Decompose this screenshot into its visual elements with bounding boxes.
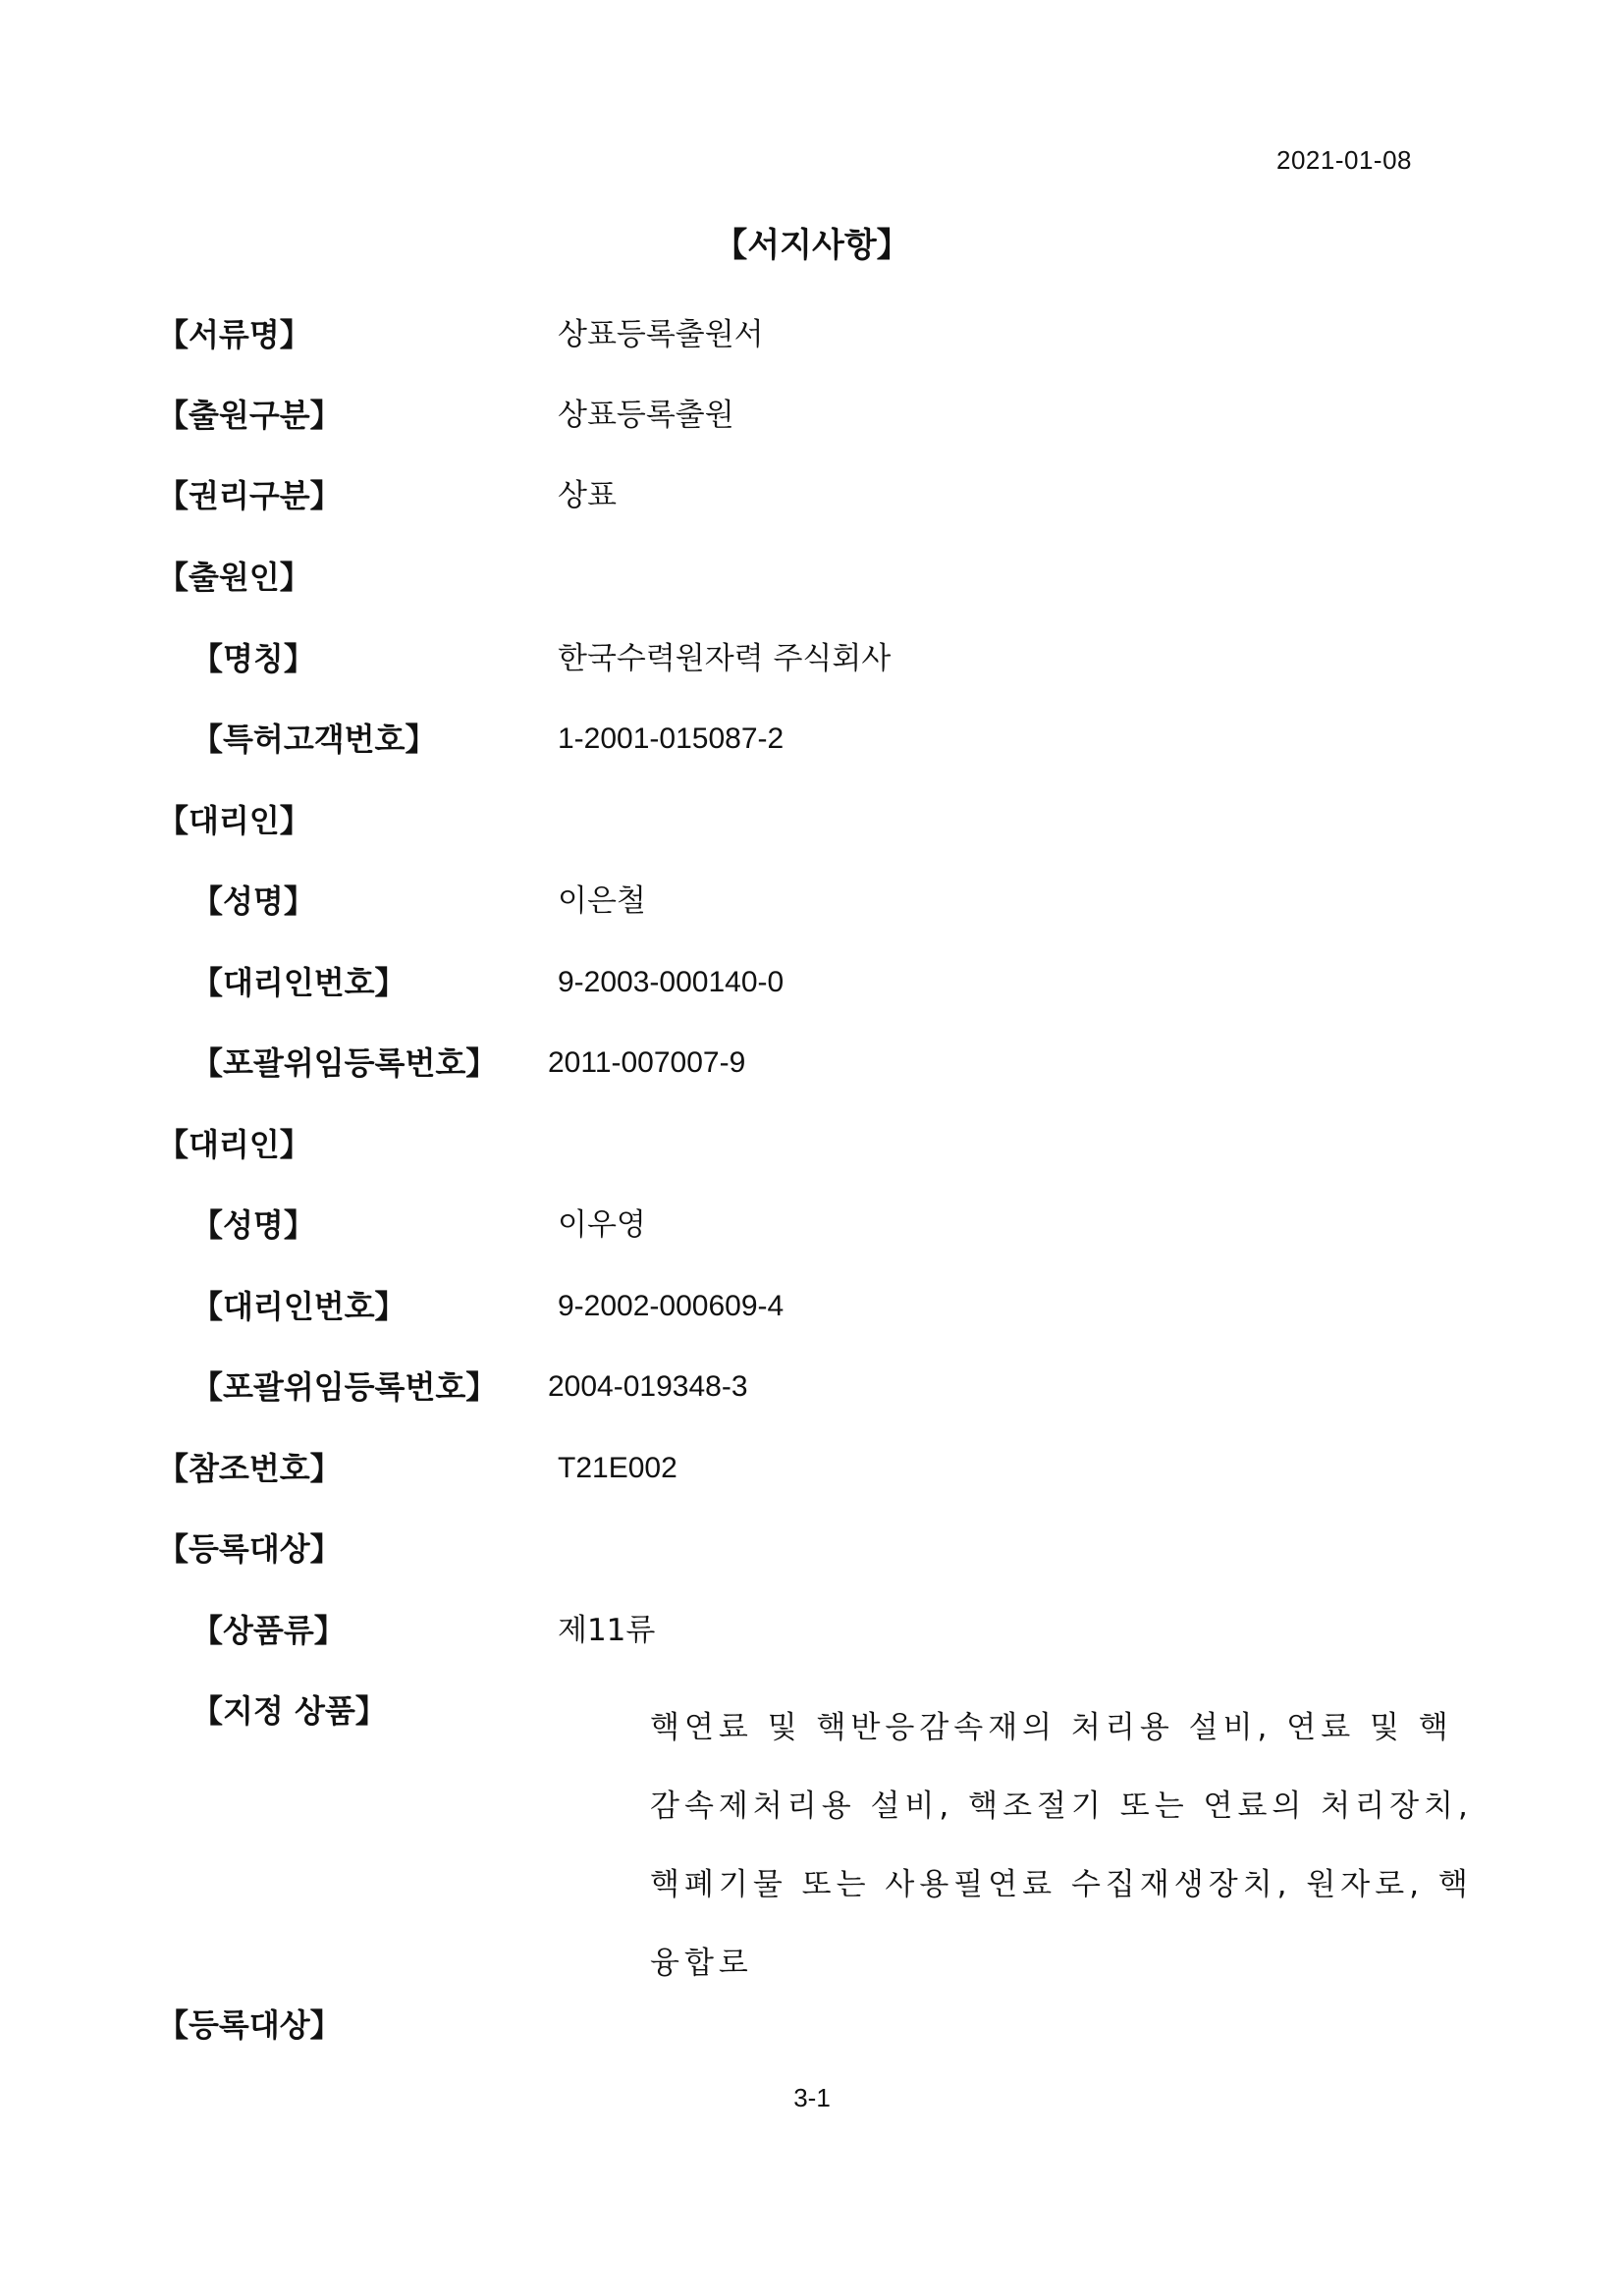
field-label: 【출원인】 — [157, 559, 311, 596]
field-label: 【참조번호】 — [157, 1450, 342, 1487]
field-label: 【성명】 — [191, 1206, 315, 1244]
document-title: 【서지사항】 — [714, 226, 910, 265]
field-value: 이은철 — [558, 883, 646, 919]
field-value: 제11류 — [558, 1613, 656, 1648]
field-label: 【출원구분】 — [157, 397, 342, 434]
field-value: 9-2003-000140-0 — [558, 966, 785, 998]
field-value: 2011-007007-9 — [548, 1046, 746, 1079]
field-value: 2004-019348-3 — [548, 1370, 748, 1403]
field-value: 1-2001-015087-2 — [558, 722, 785, 755]
field-label: 【상품류】 — [191, 1612, 346, 1649]
page-number: 3-1 — [793, 2083, 831, 2112]
field-value: T21E002 — [558, 1452, 677, 1484]
field-label: 【권리구분】 — [157, 477, 342, 514]
document-date: 2021-01-08 — [1276, 145, 1412, 175]
field-value: 상표등록출원 — [558, 398, 734, 433]
field-label: 【대리인】 — [157, 1126, 311, 1163]
field-label: 【특허고객번호】 — [191, 721, 437, 758]
field-label: 【지정 상품】 — [191, 1692, 387, 1730]
designated-goods-line: 핵연료 및 핵반응감속재의 처리용 설비, 연료 및 핵 — [650, 1710, 1453, 1745]
designated-goods-line: 감속제처리용 설비, 핵조절기 또는 연료의 처리장치, — [650, 1789, 1473, 1824]
field-value: 상표등록출원서 — [558, 317, 764, 352]
designated-goods-line: 융합로 — [650, 1946, 753, 1981]
field-value: 상표 — [558, 478, 617, 513]
field-label: 【포괄위임등록번호】 — [191, 1044, 498, 1082]
field-label: 【대리인】 — [157, 802, 311, 839]
field-label: 【대리인번호】 — [191, 964, 406, 1001]
designated-goods-line: 핵폐기물 또는 사용필연료 수집재생장치, 원자로, 핵 — [650, 1867, 1473, 1902]
field-label: 【서류명】 — [157, 316, 311, 353]
field-value: 9-2002-000609-4 — [558, 1290, 785, 1322]
field-value: 이우영 — [558, 1207, 646, 1243]
field-label: 【성명】 — [191, 882, 315, 920]
field-label: 【등록대상】 — [157, 2006, 342, 2044]
designated-goods-text — [650, 1688, 1473, 2002]
field-label: 【포괄위임등록번호】 — [191, 1368, 498, 1406]
field-value: 한국수력원자력 주식회사 — [558, 641, 892, 676]
field-label: 【대리인번호】 — [191, 1288, 406, 1325]
field-label: 【명칭】 — [191, 640, 315, 677]
field-label: 【등록대상】 — [157, 1530, 342, 1568]
